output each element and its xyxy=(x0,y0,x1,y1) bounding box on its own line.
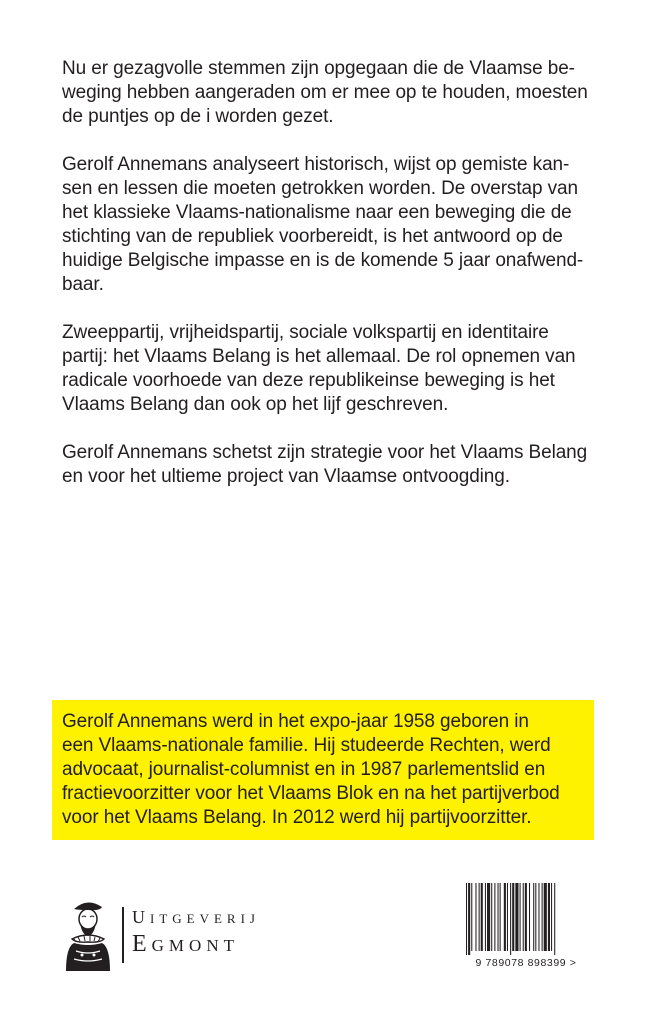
barcode-bar xyxy=(515,883,518,951)
blurb-paragraph-3 xyxy=(62,321,598,417)
barcode-bar xyxy=(504,883,506,951)
text-line: Gerolf Annemans analyseert historisch, wijst op gemiste kan- xyxy=(62,154,570,175)
barcode-bar xyxy=(523,883,524,951)
barcode-bar xyxy=(481,883,483,951)
text-line: partij: het Vlaams Belang is het allemaal. De rol opnemen van xyxy=(62,346,576,367)
barcode-bar xyxy=(510,883,511,955)
barcode-bar xyxy=(538,883,539,951)
barcode-bar xyxy=(494,883,495,951)
publisher-name-line2: Egmont xyxy=(132,931,239,957)
publisher-logo xyxy=(60,895,320,975)
text-line: Vlaams Belang dan ook op het lijf geschreven. xyxy=(62,394,449,415)
barcode-bar xyxy=(498,883,499,951)
barcode-bar xyxy=(542,883,543,951)
isbn-barcode xyxy=(462,883,590,973)
barcode-bar xyxy=(479,883,480,951)
text-line: stichting van de republiek voorbereidt, is het antwoord op de xyxy=(62,226,563,247)
text-line: baar. xyxy=(62,274,104,295)
barcode-bar xyxy=(551,883,552,951)
text-line: huidige Belgische impasse en is de komende 5 jaar onafwend- xyxy=(62,250,584,271)
blurb-paragraph-1 xyxy=(62,57,598,129)
text-line: sen en lessen die moeten getrokken worden. De overstap van xyxy=(62,178,578,199)
barcode-bar xyxy=(487,883,490,951)
barcode-bar xyxy=(533,883,534,951)
barcode-bar xyxy=(548,883,550,951)
text-line: het klassieke Vlaams-nationalisme naar een beweging die de xyxy=(62,202,572,223)
barcode-bar xyxy=(471,883,472,951)
text-line: advocaat, journalist-columnist en in 1987 parlementslid en xyxy=(62,759,546,780)
blurb-paragraph-4 xyxy=(62,441,598,489)
text-line: een Vlaams-nationale familie. Hij studeerde Rechten, werd xyxy=(62,735,551,756)
barcode-bars xyxy=(462,883,590,955)
barcode-bar xyxy=(554,883,555,955)
publisher-name-line1: Uitgeverij xyxy=(132,907,260,927)
isbn-digits: 9 789078 898399 > xyxy=(475,957,577,969)
text-line: Gerolf Annemans werd in het expo-jaar 1958 geboren in xyxy=(62,711,529,732)
barcode-bar xyxy=(535,883,536,951)
text-line: Zweeppartij, vrijheidspartij, sociale volkspartij en identitaire xyxy=(62,322,549,343)
author-bio-box xyxy=(52,700,594,840)
barcode-bar xyxy=(485,883,486,951)
bust-portrait-icon xyxy=(60,895,114,971)
text-line: voor het Vlaams Belang. In 2012 werd hij partijvoorzitter. xyxy=(62,807,532,828)
text-line: radicale voorhoede van deze republikeinse beweging is het xyxy=(62,370,555,391)
barcode-bar xyxy=(468,883,470,955)
barcode-bar xyxy=(512,883,514,951)
barcode-bar xyxy=(529,883,530,951)
barcode-bar xyxy=(544,883,547,951)
text-line: weging hebben aangeraden om er mee op te houden, moesten xyxy=(62,82,588,103)
barcode-bar xyxy=(500,883,501,951)
barcode-bar xyxy=(475,883,476,951)
publisher-divider xyxy=(122,907,124,963)
barcode-bar xyxy=(491,883,492,951)
blurb-paragraph-2 xyxy=(62,153,598,297)
barcode-bar xyxy=(525,883,527,951)
author-bio-text xyxy=(62,710,582,830)
text-line: Gerolf Annemans schetst zijn strategie voor het Vlaams Belang xyxy=(62,442,588,463)
text-line: fractievoorzitter voor het Vlaams Blok en na het partijverbod xyxy=(62,783,560,804)
barcode-bar xyxy=(466,883,467,955)
text-line: Nu er gezagvolle stemmen zijn opgegaan die de Vlaamse be- xyxy=(62,58,575,79)
text-line: de puntjes op de i worden gezet. xyxy=(62,106,334,127)
barcode-bar xyxy=(507,883,508,951)
barcode-bar xyxy=(520,883,521,951)
text-line: en voor het ultieme project van Vlaamse ontvoogding. xyxy=(62,466,510,487)
